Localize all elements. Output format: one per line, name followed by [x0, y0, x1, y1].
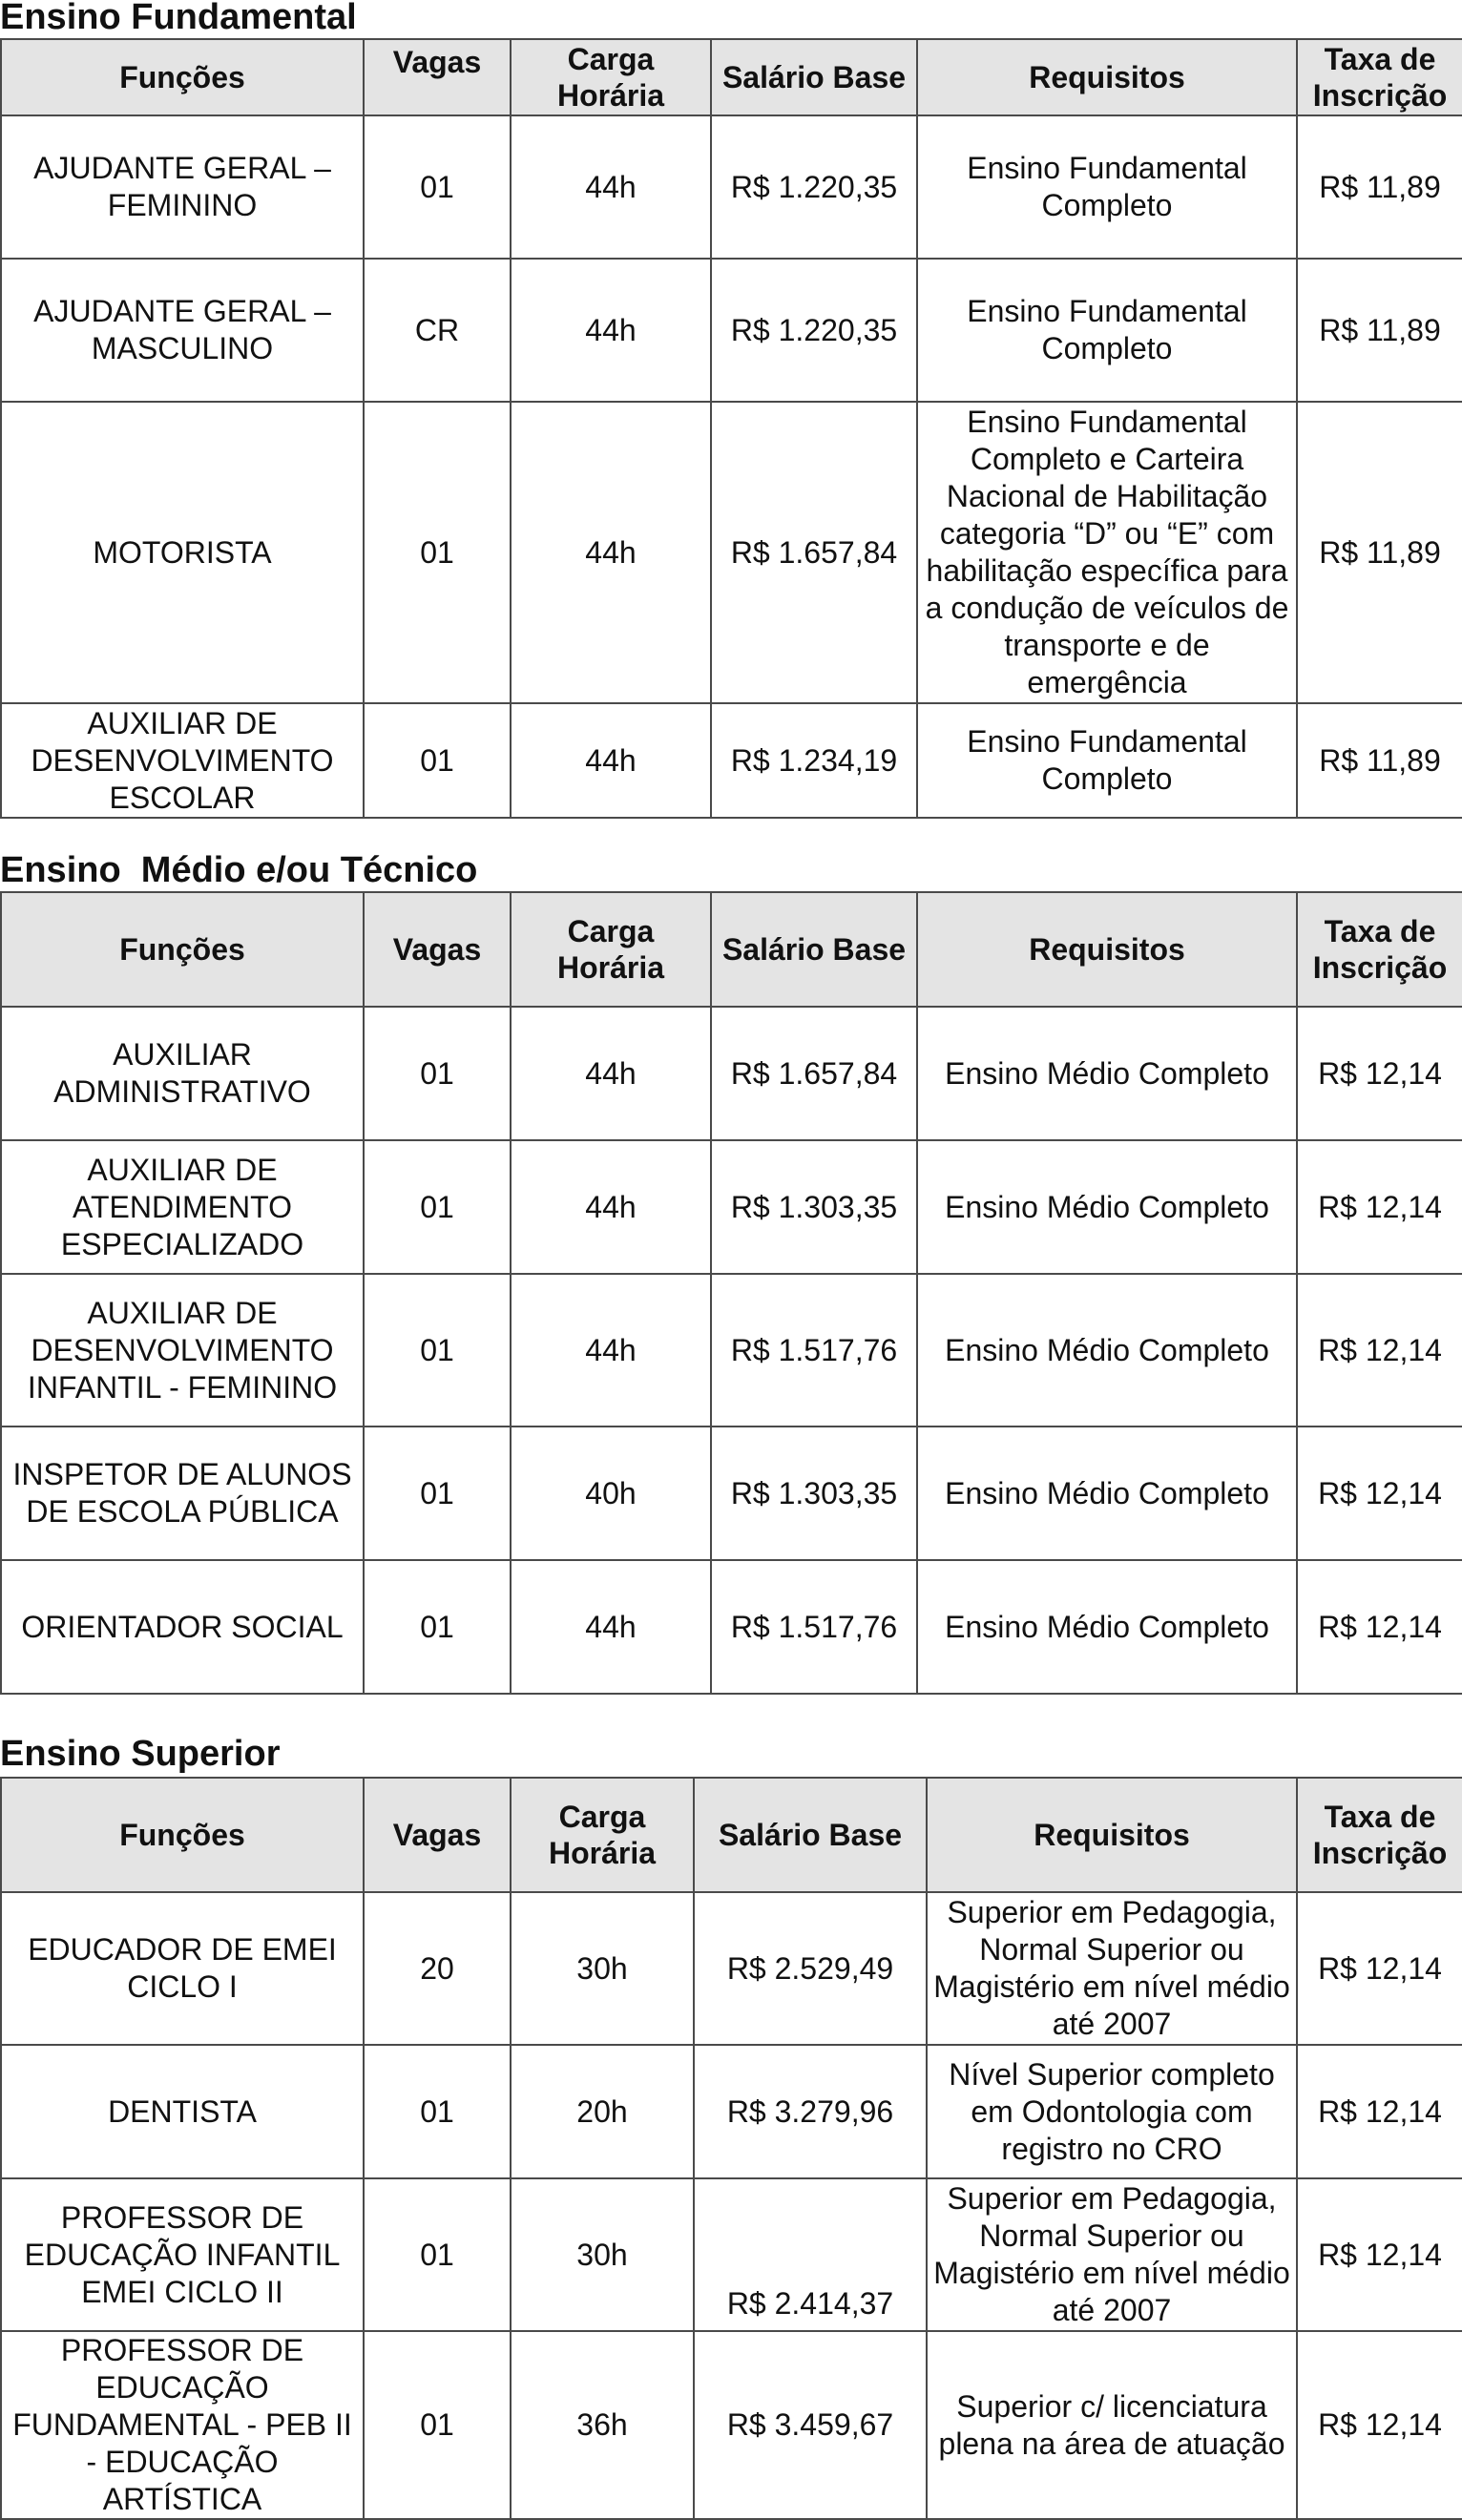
cell-salario: R$ 1.657,84 — [711, 1007, 917, 1140]
header-vagas: Vagas — [364, 892, 511, 1007]
cell-requisitos: Superior em Pedagogia, Normal Superior ou Magistério em nível médio até 2007 — [927, 2178, 1297, 2331]
table-row — [1, 1007, 1462, 1140]
cell-salario: R$ 2.414,37 — [694, 2178, 927, 2331]
table-row — [1, 1427, 1462, 1560]
cell-vagas: 01 — [364, 115, 511, 259]
cell-vagas: 01 — [364, 1007, 511, 1140]
header-salario: Salário Base — [694, 1778, 927, 1892]
table-row — [1, 1140, 1462, 1274]
header-salario: Salário Base — [711, 892, 917, 1007]
table-header-row — [1, 892, 1462, 1007]
cell-carga: 44h — [511, 1274, 711, 1427]
cell-requisitos: Ensino Médio Completo — [917, 1274, 1297, 1427]
cell-carga: 44h — [511, 115, 711, 259]
cell-vagas: 01 — [364, 1427, 511, 1560]
table-header-row — [1, 39, 1462, 115]
cell-taxa: R$ 12,14 — [1297, 1007, 1462, 1140]
table-fundamental — [0, 38, 1462, 819]
header-requisitos: Requisitos — [917, 39, 1297, 115]
cell-funcao: PROFESSOR DE EDUCAÇÃO INFANTIL EMEI CICLO II — [1, 2178, 364, 2331]
header-carga: Carga Horária — [511, 1778, 694, 1892]
cell-funcao: AUXILIAR DE DESENVOLVIMENTO ESCOLAR — [1, 703, 364, 818]
header-vagas: Vagas — [364, 39, 511, 115]
cell-requisitos: Ensino Fundamental Completo — [917, 115, 1297, 259]
cell-taxa: R$ 12,14 — [1297, 1892, 1462, 2045]
cell-funcao: AJUDANTE GERAL – FEMININO — [1, 115, 364, 259]
section-title-medio: Ensino Médio e/ou Técnico — [0, 850, 478, 890]
cell-salario: R$ 1.303,35 — [711, 1140, 917, 1274]
cell-taxa: R$ 12,14 — [1297, 2331, 1462, 2519]
cell-vagas: 01 — [364, 402, 511, 703]
cell-requisitos: Ensino Médio Completo — [917, 1560, 1297, 1694]
table-header-row — [1, 1778, 1462, 1892]
table-superior — [0, 1777, 1462, 2520]
cell-salario: R$ 1.517,76 — [711, 1274, 917, 1427]
cell-requisitos: Ensino Fundamental Completo e Carteira Nacional de Habilitação categoria “D” ou “E” com habilitação específica para a condução de veículos de transporte e de emergência — [917, 402, 1297, 703]
cell-taxa: R$ 11,89 — [1297, 402, 1462, 703]
cell-requisitos: Ensino Médio Completo — [917, 1140, 1297, 1274]
cell-taxa: R$ 12,14 — [1297, 1274, 1462, 1427]
cell-carga: 44h — [511, 402, 711, 703]
cell-requisitos: Ensino Médio Completo — [917, 1427, 1297, 1560]
cell-funcao: AJUDANTE GERAL – MASCULINO — [1, 259, 364, 402]
cell-funcao: MOTORISTA — [1, 402, 364, 703]
header-funcoes: Funções — [1, 892, 364, 1007]
cell-salario: R$ 2.529,49 — [694, 1892, 927, 2045]
cell-carga: 44h — [511, 259, 711, 402]
header-funcoes: Funções — [1, 39, 364, 115]
cell-taxa: R$ 11,89 — [1297, 703, 1462, 818]
table-row — [1, 259, 1462, 402]
cell-funcao: AUXILIAR DE DESENVOLVIMENTO INFANTIL - FEMININO — [1, 1274, 364, 1427]
cell-requisitos: Nível Superior completo em Odontologia com registro no CRO — [927, 2045, 1297, 2178]
table-row — [1, 115, 1462, 259]
table-row — [1, 2045, 1462, 2178]
table-medio — [0, 891, 1462, 1695]
section-title-superior: Ensino Superior — [0, 1734, 281, 1774]
cell-salario: R$ 3.459,67 — [694, 2331, 927, 2519]
header-taxa: Taxa de Inscrição — [1297, 892, 1462, 1007]
cell-carga: 44h — [511, 1140, 711, 1274]
cell-taxa: R$ 11,89 — [1297, 259, 1462, 402]
cell-requisitos: Ensino Médio Completo — [917, 1007, 1297, 1140]
cell-vagas: 01 — [364, 2178, 511, 2331]
cell-vagas: CR — [364, 259, 511, 402]
header-requisitos: Requisitos — [927, 1778, 1297, 1892]
cell-carga: 44h — [511, 1560, 711, 1694]
cell-salario: R$ 1.234,19 — [711, 703, 917, 818]
cell-vagas: 01 — [364, 2045, 511, 2178]
cell-funcao: EDUCADOR DE EMEI CICLO I — [1, 1892, 364, 2045]
cell-carga: 20h — [511, 2045, 694, 2178]
table-row — [1, 1892, 1462, 2045]
table-row — [1, 2331, 1462, 2519]
cell-requisitos: Ensino Fundamental Completo — [917, 703, 1297, 818]
cell-vagas: 01 — [364, 703, 511, 818]
cell-taxa: R$ 12,14 — [1297, 1427, 1462, 1560]
cell-taxa: R$ 12,14 — [1297, 1560, 1462, 1694]
header-carga: Carga Horária — [511, 39, 711, 115]
cell-funcao: AUXILIAR DE ATENDIMENTO ESPECIALIZADO — [1, 1140, 364, 1274]
cell-funcao: INSPETOR DE ALUNOS DE ESCOLA PÚBLICA — [1, 1427, 364, 1560]
table-row — [1, 1560, 1462, 1694]
cell-funcao: DENTISTA — [1, 2045, 364, 2178]
cell-taxa: R$ 12,14 — [1297, 2045, 1462, 2178]
cell-vagas: 01 — [364, 1140, 511, 1274]
header-taxa: Taxa de Inscrição — [1297, 1778, 1462, 1892]
cell-funcao: PROFESSOR DE EDUCAÇÃO FUNDAMENTAL - PEB II - EDUCAÇÃO ARTÍSTICA — [1, 2331, 364, 2519]
header-taxa: Taxa de Inscrição — [1297, 39, 1462, 115]
cell-vagas: 01 — [364, 2331, 511, 2519]
header-funcoes: Funções — [1, 1778, 364, 1892]
cell-requisitos: Superior em Pedagogia, Normal Superior ou Magistério em nível médio até 2007 — [927, 1892, 1297, 2045]
cell-taxa: R$ 12,14 — [1297, 1140, 1462, 1274]
cell-salario: R$ 1.220,35 — [711, 115, 917, 259]
cell-carga: 30h — [511, 2178, 694, 2331]
header-salario: Salário Base — [711, 39, 917, 115]
cell-salario: R$ 1.657,84 — [711, 402, 917, 703]
cell-carga: 36h — [511, 2331, 694, 2519]
cell-carga: 44h — [511, 703, 711, 818]
cell-carga: 40h — [511, 1427, 711, 1560]
cell-carga: 30h — [511, 1892, 694, 2045]
cell-vagas: 01 — [364, 1560, 511, 1694]
header-carga: Carga Horária — [511, 892, 711, 1007]
table-row — [1, 402, 1462, 703]
table-row — [1, 2178, 1462, 2331]
cell-taxa: R$ 12,14 — [1297, 2178, 1462, 2331]
cell-requisitos: Ensino Fundamental Completo — [917, 259, 1297, 402]
cell-salario: R$ 1.517,76 — [711, 1560, 917, 1694]
cell-salario: R$ 1.220,35 — [711, 259, 917, 402]
cell-funcao: ORIENTADOR SOCIAL — [1, 1560, 364, 1694]
cell-salario: R$ 3.279,96 — [694, 2045, 927, 2178]
cell-requisitos: Superior c/ licenciatura plena na área de atuação — [927, 2331, 1297, 2519]
cell-carga: 44h — [511, 1007, 711, 1140]
cell-vagas: 01 — [364, 1274, 511, 1427]
table-row — [1, 703, 1462, 818]
cell-funcao: AUXILIAR ADMINISTRATIVO — [1, 1007, 364, 1140]
cell-vagas: 20 — [364, 1892, 511, 2045]
cell-taxa: R$ 11,89 — [1297, 115, 1462, 259]
header-vagas: Vagas — [364, 1778, 511, 1892]
table-row — [1, 1274, 1462, 1427]
section-title-fundamental: Ensino Fundamental — [0, 0, 357, 37]
cell-salario: R$ 1.303,35 — [711, 1427, 917, 1560]
header-requisitos: Requisitos — [917, 892, 1297, 1007]
